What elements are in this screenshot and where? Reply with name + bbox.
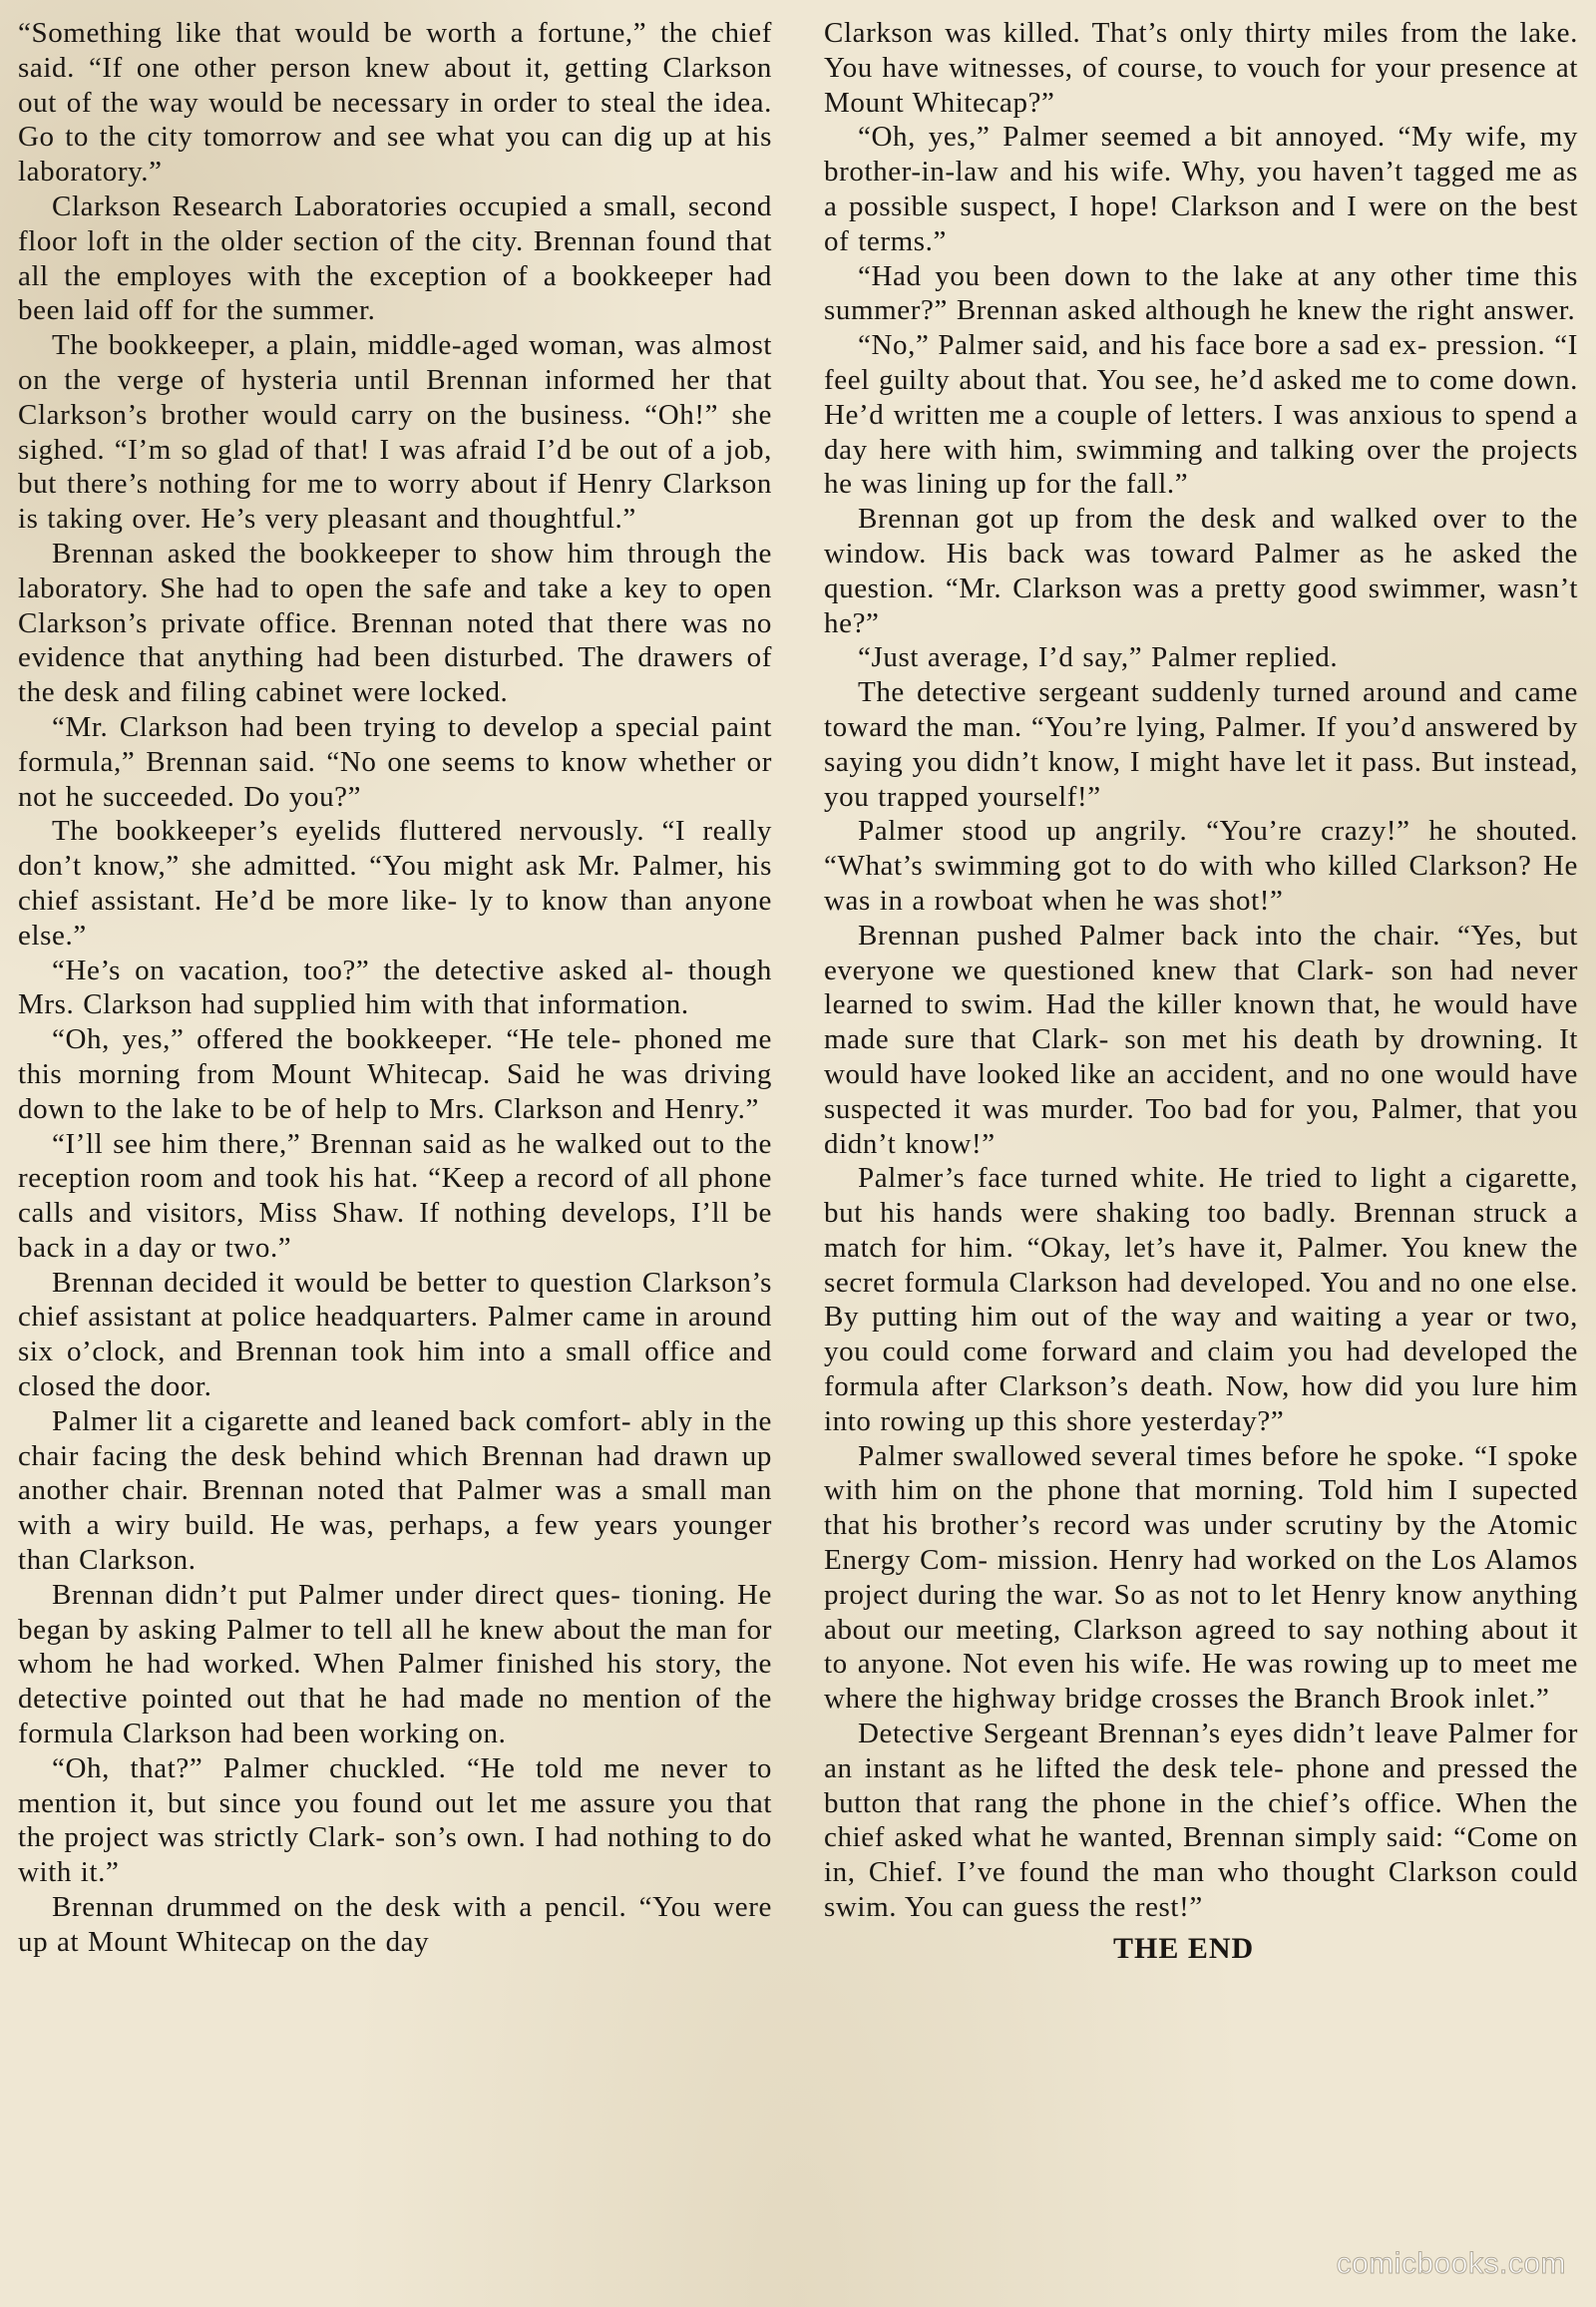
story-paragraph: The bookkeeper, a plain, middle-aged woman, was almost on the verge of hysteria until Brennan informed her that Clarkson’s brother would carry on the business. “Oh!” she sighed. “I’m so glad of that! I was afraid I’d be out of a job, but there’s nothing for me to worry about if Henry Clarkson is taking over. He’s very pleasant and thoughtful.” [18,329,772,536]
story-paragraph: “Something like that would be worth a fortune,” the chief said. “If one other person knew about it, getting Clarkson out of the way would be necessary in order to steal the idea. Go to the city tomorrow and see what you can dig up at his laboratory.” [18,17,772,189]
the-end-label: THE END [1113,1931,1255,1965]
story-paragraph: Palmer’s face turned white. He tried to light a cigarette, but his hands were shaking too badly. Brennan struck a match for him. “Okay, let’s have it, Palmer. You knew the secret formula Clarkson had developed. You and no one else. By putting him out of the way and waiting a year or two, you could come forward and claim you had developed the formula after Clarkson’s death. Now, how did you lure him into rowing up this shore yesterday?” [824,1162,1578,1437]
story-paragraph: Brennan decided it would be better to question Clarkson’s chief assistant at police headquarters. Palmer came in around six o’clock, and Brennan took him into a small office and closed the door. [18,1266,772,1403]
site-watermark: comicbooks.com [1336,2247,1566,2280]
story-paragraph: Brennan asked the bookkeeper to show him through the laboratory. She had to open the safe and take a key to open Clarkson’s private office. Brennan noted that there was no evidence that anything had been disturbed. The drawers of the desk and filing cabinet were locked. [18,537,772,709]
story-paragraph: Detective Sergeant Brennan’s eyes didn’t leave Palmer for an instant as he lifted the desk tele- phone and pressed the button that rang the phone in the chief’s office. When the chief asked what he wanted, Brennan simply said: “Come on in, Chief. I’ve found the man who thought Clarkson could swim. You can guess the rest!” [824,1718,1578,1924]
story-paragraph: “He’s on vacation, too?” the detective asked al- though Mrs. Clarkson had supplied him with that information. [18,954,772,1021]
story-paragraph: “Oh, yes,” offered the bookkeeper. “He tele- phoned me this morning from Mount Whitecap. Said he was driving down to the lake to be of help to Mrs. Clarkson and Henry.” [18,1023,772,1125]
story-paragraph: Palmer swallowed several times before he spoke. “I spoke with him on the phone that morning. Told him I supected that his brother’s record was under scrutiny by the Atomic Energy Com- mission. Henry had worked on the Los Alamos project during the war. So as not to let Henry know anything about our meeting, Clarkson agreed to say nothing about it to anyone. Not even his wife. He was rowing up to meet me where the highway bridge crosses the Branch Brook inlet.” [824,1439,1578,1716]
story-paragraph: “No,” Palmer said, and his face bore a sad ex- pression. “I feel guilty about that. You see, he’d asked me to come down. He’d written me a couple of letters. I was anxious to spend a day here with him, swimming and talking over the projects he was lining up for the fall.” [824,329,1578,501]
story-paragraph: The detective sergeant suddenly turned around and came toward the man. “You’re lying, Palmer. If you’d answered by saying you didn’t know, I might have let it pass. But instead, you trapped yourself!” [824,676,1578,813]
story-paragraph: “Just average, I’d say,” Palmer replied. [858,641,1339,674]
left-text-column [18,16,772,2300]
story-paragraph: “Mr. Clarkson had been trying to develop a special paint formula,” Brennan said. “No one seems to know whether or not he succeeded. Do you?” [18,710,772,813]
story-paragraph: “Oh, that?” Palmer chuckled. “He told me never to mention it, but since you found out let me assure you that the project was strictly Clark- son’s own. I had nothing to do with it.” [18,1751,772,1889]
story-paragraph: “I’ll see him there,” Brennan said as he walked out to the reception room and took his hat. “Keep a record of all phone calls and visitors, Miss Shaw. If nothing develops, I’ll be back in a day or two.” [18,1127,772,1264]
story-paragraph: Brennan didn’t put Palmer under direct ques- tioning. He began by asking Palmer to tell all he knew about the man for whom he had worked. When Palmer finished his story, the detective pointed out that he had made no mention of the formula Clarkson had been working on. [18,1578,772,1750]
story-paragraph: Palmer lit a cigarette and leaned back comfort- ably in the chair facing the desk behind which Brennan had drawn up another chair. Brennan noted that Palmer was a small man with a wiry build. He was, perhaps, a few years younger than Clarkson. [18,1404,772,1577]
story-paragraph: “Oh, yes,” Palmer seemed a bit annoyed. “My wife, my brother-in-law and his wife. Why, you haven’t tagged me as a possible suspect, I hope! Clarkson and I were on the best of terms.” [824,121,1578,257]
story-paragraph: The bookkeeper’s eyelids fluttered nervously. “I really don’t know,” she admitted. “You might ask Mr. Palmer, his chief assistant. He’d be more like- ly to know than anyone else.” [18,815,772,952]
story-paragraph: Brennan got up from the desk and walked over to the window. His back was toward Palmer as he asked the question. “Mr. Clarkson was a pretty good swimmer, wasn’t he?” [824,503,1578,639]
story-paragraph: Clarkson was killed. That’s only thirty miles from the lake. You have witnesses, of course, to vouch for your presence at Mount Whitecap?” [824,17,1578,119]
right-text-column [824,16,1578,2300]
story-paragraph: Brennan pushed Palmer back into the chair. “Yes, but everyone we questioned knew that Clark- son had never learned to swim. Had the killer known that, he would have made sure that Clark- son met his death by drowning. It would have looked like an accident, and no one would have suspected it was murder. Too bad for you, Palmer, that you didn’t know!” [824,919,1578,1160]
story-paragraph: “Had you been down to the lake at any other time this summer?” Brennan asked although he knew the right answer. [824,259,1578,327]
story-paragraph: Palmer stood up angrily. “You’re crazy!” he shouted. “What’s swimming got to do with who killed Clarkson? He was in a rowboat when he was shot!” [824,815,1578,917]
story-paragraph: Clarkson Research Laboratories occupied a small, second floor loft in the older section of the city. Brennan found that all the employes with the exception of a bookkeeper had been laid off for the summer. [18,190,772,327]
story-paragraph: Brennan drummed on the desk with a pencil. “You were up at Mount Whitecap on the day [18,1891,772,1958]
